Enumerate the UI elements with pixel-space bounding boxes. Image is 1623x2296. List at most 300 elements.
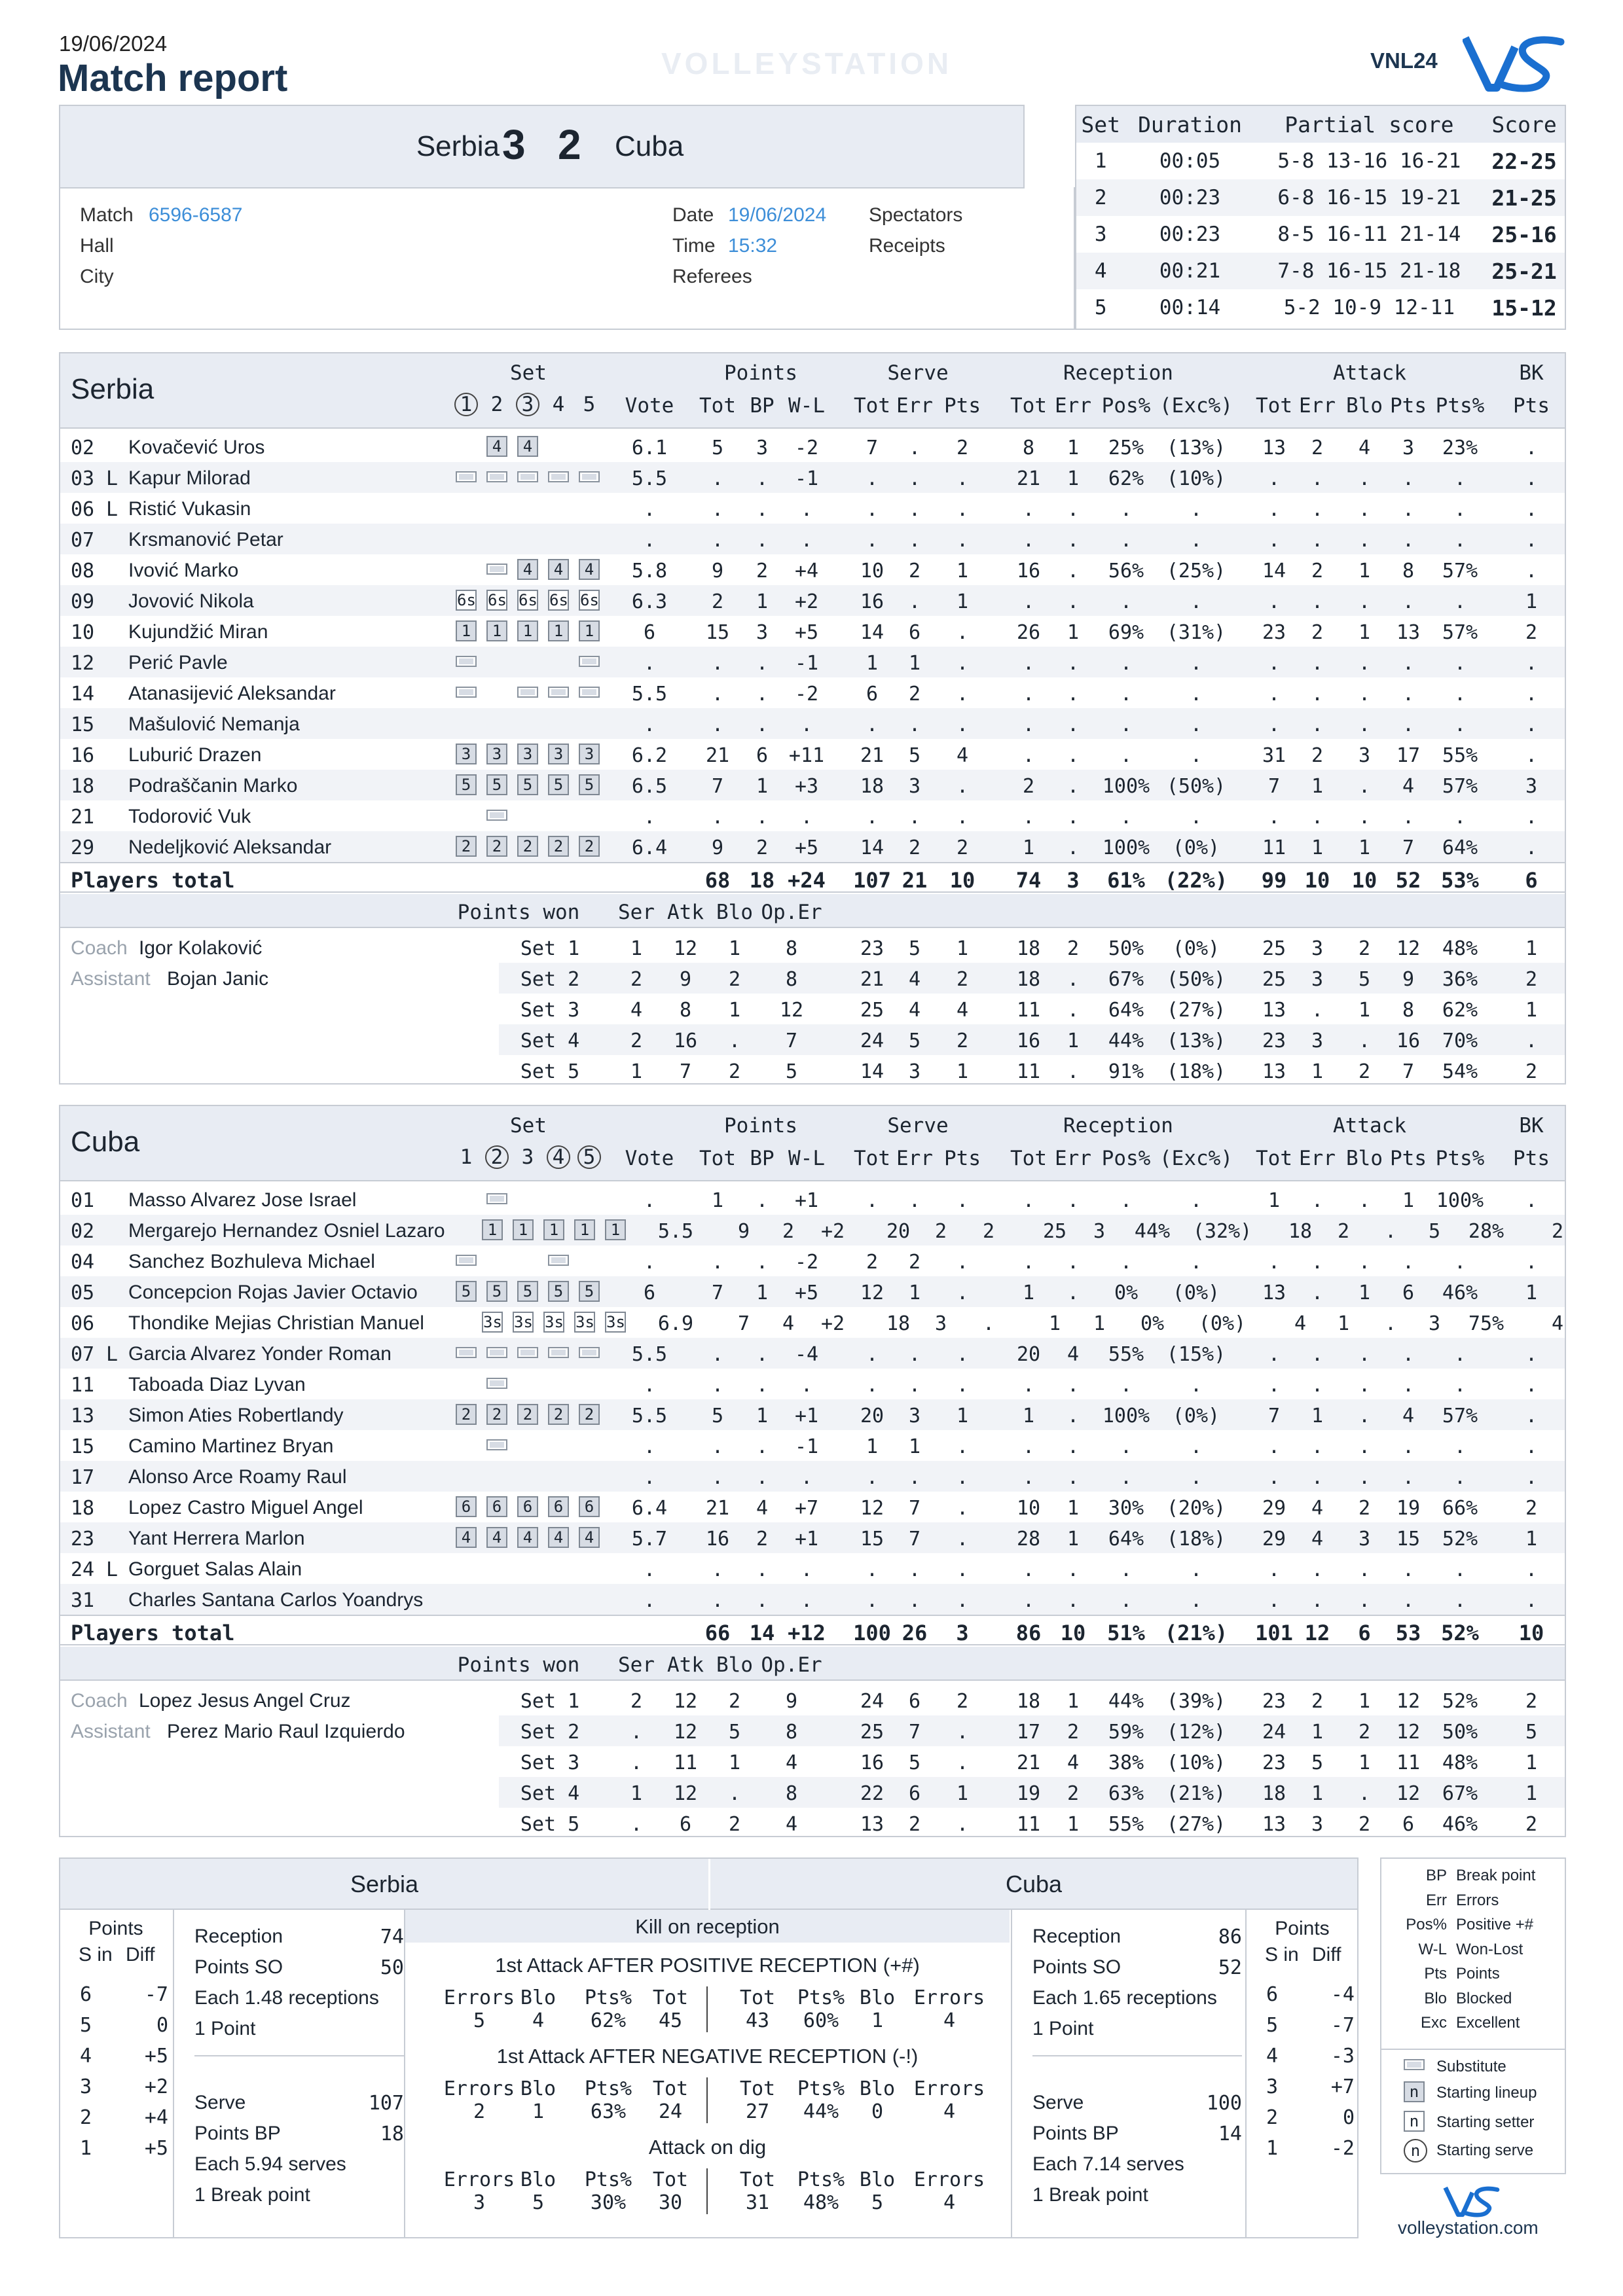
- points-bp: 1: [756, 775, 769, 798]
- player-number: 02: [71, 437, 95, 459]
- attack-ablo: .: [1358, 529, 1371, 552]
- points-won-value: 4: [630, 999, 643, 1022]
- subheader-pts: Pts: [1390, 1147, 1427, 1170]
- rotation-position: 4: [522, 560, 533, 579]
- home-serve-label: Serve: [194, 2092, 246, 2113]
- total-points-wl: +24: [788, 868, 826, 893]
- legend-starting-setter: Starting setter: [1436, 2113, 1535, 2131]
- attack-ablo: .: [1358, 713, 1371, 736]
- substitute-icon: [486, 810, 507, 821]
- player-name: Luburić Drazen: [128, 744, 262, 766]
- set-attack-aerr: 2: [1311, 1690, 1324, 1713]
- home-pso-label: Points SO: [194, 1956, 283, 1978]
- rotation-position: 6s: [457, 591, 476, 609]
- points-wl: .: [800, 1374, 813, 1397]
- rotation-position: 2: [522, 837, 533, 855]
- substitute-icon: [579, 1347, 600, 1358]
- block-points: .: [1525, 498, 1538, 521]
- vote: 6.3: [631, 590, 668, 613]
- set-breakdown-row: [499, 1715, 1565, 1746]
- points-ptot: 2: [711, 590, 724, 613]
- player-number: 11: [71, 1374, 95, 1397]
- reception-exc: .: [1190, 1374, 1203, 1397]
- rotation-position: 6: [584, 1498, 594, 1516]
- legend-starting-lineup: Starting lineup: [1436, 2084, 1537, 2102]
- serve-spts: 2: [982, 1220, 995, 1243]
- player-row: [60, 1307, 1565, 1338]
- set-serve-stot: 22: [860, 1782, 884, 1805]
- set-attack-apts: 11: [1396, 1751, 1421, 1774]
- attack-ablo: 1: [1358, 1282, 1371, 1304]
- player-name: Nedeljković Aleksandar: [128, 836, 332, 858]
- points-won-value: 12: [673, 1690, 698, 1713]
- set-reception-rtot: 16: [1016, 1030, 1041, 1052]
- points-bp: 6: [756, 744, 769, 767]
- serve-spts: .: [956, 1251, 969, 1274]
- attack-aerr: 2: [1311, 744, 1324, 767]
- block-points: 1: [1525, 1528, 1538, 1551]
- points-bp: 4: [756, 1497, 769, 1520]
- set-breakdown-row: [499, 932, 1565, 963]
- attack-aerr: 2: [1311, 437, 1324, 459]
- kill-head: Pts%: [797, 2168, 845, 2191]
- player-row: [60, 1246, 1565, 1276]
- set-attack-aerr: 1: [1311, 1721, 1324, 1744]
- attack-ablo: .: [1358, 1589, 1371, 1612]
- reception-rerr: .: [1067, 1589, 1080, 1612]
- date-label: Date: [672, 204, 714, 226]
- attack-apts: .: [1402, 1558, 1415, 1581]
- points-won-value: 6: [679, 1813, 692, 1836]
- attack-apct: .: [1453, 1589, 1467, 1612]
- reception-rerr: 1: [1067, 621, 1080, 644]
- reception-pos: 56%: [1108, 560, 1144, 583]
- header-attack: Attack: [1333, 1114, 1406, 1138]
- attack-aerr: 1: [1337, 1312, 1350, 1335]
- player-number: 07: [71, 1343, 95, 1366]
- set-attack-apct: 50%: [1442, 1721, 1478, 1744]
- points-won-value: 9: [679, 968, 692, 991]
- attack-ablo: .: [1358, 1435, 1371, 1458]
- score-header: [59, 105, 1025, 188]
- substitute-icon: [486, 1439, 507, 1450]
- kill-value-home: 5: [473, 2009, 486, 2032]
- vote: .: [643, 1374, 656, 1397]
- reception-pos: .: [1120, 652, 1133, 675]
- block-points: 2: [1525, 1497, 1538, 1520]
- starting-lineup-marker: [579, 836, 600, 857]
- kill-value-home: 24: [658, 2100, 683, 2123]
- serve-stot: .: [866, 467, 879, 490]
- serve-stot: .: [866, 1466, 879, 1489]
- subheader-tot: Tot: [699, 1147, 736, 1170]
- attack-apts: 19: [1396, 1497, 1421, 1520]
- subheader-bp: BP: [750, 1147, 775, 1170]
- set-reception-exc: (0%): [1172, 937, 1220, 960]
- attack-apct: 57%: [1442, 560, 1478, 583]
- subheader-pts: Pts: [1513, 394, 1550, 418]
- reception-exc: .: [1190, 590, 1203, 613]
- block-points: .: [1525, 529, 1538, 552]
- total-reception-rtot: 74: [1015, 868, 1042, 893]
- serve-spts: .: [956, 1466, 969, 1489]
- set-number-header: [545, 393, 572, 416]
- points-ptot: 7: [711, 1282, 724, 1304]
- reception-rtot: .: [1022, 744, 1035, 767]
- vote: .: [643, 1466, 656, 1489]
- receipts-label: Receipts: [869, 235, 945, 257]
- reception-exc: .: [1190, 683, 1203, 706]
- total-reception-pos: 51%: [1107, 1621, 1145, 1645]
- substitute-icon: [456, 656, 477, 667]
- set-attack-apts: 9: [1402, 968, 1415, 991]
- attack-apts: .: [1402, 1251, 1415, 1274]
- substitute-icon: [579, 656, 600, 667]
- attack-ablo: 2: [1358, 1497, 1371, 1520]
- vote: 5.7: [631, 1528, 668, 1551]
- points-won-value: 1: [630, 1060, 643, 1083]
- vote: 6.2: [631, 744, 668, 767]
- reception-rtot: .: [1022, 498, 1035, 521]
- player-number: 15: [71, 1435, 95, 1458]
- reception-rtot: 26: [1016, 621, 1041, 644]
- points-wl: .: [800, 529, 813, 552]
- player-name: Krsmanović Petar: [128, 529, 283, 550]
- kill-head: Errors: [443, 2168, 515, 2191]
- points-won-value: 12: [673, 937, 698, 960]
- kill-head: Blo: [859, 2168, 896, 2191]
- set-serve-spts: .: [956, 1721, 969, 1744]
- away-rotation: 1: [1266, 2137, 1279, 2160]
- starting-lineup-marker: [517, 836, 538, 857]
- attack-apts: 5: [1428, 1220, 1441, 1243]
- points-bp: .: [756, 1251, 769, 1274]
- away-rotation-diff: -4: [1330, 1983, 1355, 2006]
- set-attack-apct: 48%: [1442, 937, 1478, 960]
- kill-head: Errors: [443, 1986, 515, 2009]
- set-attack-apct: 54%: [1442, 1060, 1478, 1083]
- attack-atot: .: [1267, 1343, 1281, 1366]
- subheader-tot: Tot: [1010, 394, 1047, 418]
- player-name: Ivović Marko: [128, 560, 239, 581]
- set-attack-apct: 46%: [1442, 1813, 1478, 1836]
- kill-value-away: 31: [745, 2191, 770, 2214]
- player-row: [60, 1184, 1565, 1215]
- player-row: [60, 647, 1565, 677]
- home-rotation: 6: [80, 1983, 92, 2006]
- home-reception-value: 74: [380, 1926, 404, 1948]
- set-number-header: [545, 1145, 572, 1169]
- points-ptot: 5: [711, 437, 724, 459]
- reception-pos: .: [1120, 683, 1133, 706]
- attack-ablo: .: [1358, 683, 1371, 706]
- reception-rerr: 1: [1093, 1312, 1106, 1335]
- points-won-value: 11: [673, 1751, 698, 1774]
- blo-label: Blo: [716, 1653, 753, 1677]
- points-wl: .: [800, 806, 813, 829]
- legend-desc: Errors: [1456, 1891, 1499, 1909]
- set-label: Set 5: [520, 1813, 580, 1836]
- block-points: 4: [1551, 1312, 1564, 1335]
- attack-apts: .: [1402, 1466, 1415, 1489]
- starting-lineup-marker: [548, 774, 569, 795]
- home-pbp-label: Points BP: [194, 2123, 281, 2144]
- set-serve-serr: 5: [908, 937, 921, 960]
- reception-rerr: 3: [1093, 1220, 1106, 1243]
- player-row: [60, 462, 1565, 493]
- rotation-position: 2: [461, 837, 471, 855]
- attack-apct: 23%: [1442, 437, 1478, 459]
- spectators-label: Spectators: [869, 204, 963, 226]
- home-rotation: 1: [80, 2137, 92, 2160]
- set-attack-apct: 62%: [1442, 999, 1478, 1022]
- rotation-position: 6: [553, 1498, 564, 1516]
- attack-aerr: .: [1311, 1374, 1324, 1397]
- starting-lineup-marker: [517, 1404, 538, 1425]
- points-wl: .: [800, 1589, 813, 1612]
- player-name: Taboada Diaz Lyvan: [128, 1374, 306, 1395]
- attack-atot: .: [1267, 1589, 1281, 1612]
- points-ptot: .: [711, 1558, 724, 1581]
- serve-serr: 2: [908, 836, 921, 859]
- starting-lineup-marker: [574, 1219, 595, 1240]
- subheader-exc: (Exc%): [1159, 394, 1233, 418]
- reception-pos: .: [1120, 713, 1133, 736]
- reception-pos: 30%: [1108, 1497, 1144, 1520]
- serve-spts: .: [956, 1189, 969, 1212]
- reception-pos: .: [1120, 1558, 1133, 1581]
- substitute-icon: [548, 687, 569, 698]
- player-number: 23: [71, 1528, 95, 1551]
- points-wl: +4: [794, 560, 819, 583]
- attack-atot: .: [1267, 467, 1281, 490]
- block-points: .: [1525, 467, 1538, 490]
- player-number: 17: [71, 1466, 95, 1489]
- serve-spts: .: [956, 621, 969, 644]
- substitute-icon: [456, 471, 477, 482]
- serve-serr: 6: [908, 621, 921, 644]
- total-reception-rtot: 86: [1015, 1621, 1042, 1645]
- player-name: Kujundžić Miran: [128, 621, 268, 643]
- player-row: [60, 1492, 1565, 1522]
- points-wl: +3: [794, 775, 819, 798]
- starting-setter-marker: [486, 590, 507, 611]
- reception-rerr: .: [1067, 560, 1080, 583]
- reception-exc: (31%): [1166, 621, 1226, 644]
- subheader-bp: BP: [750, 394, 775, 418]
- set-number: 2: [1076, 179, 1125, 216]
- attack-apts: .: [1402, 529, 1415, 552]
- assistant-name: Bojan Janic: [167, 968, 269, 990]
- attack-ablo: 3: [1358, 1528, 1371, 1551]
- set-attack-aerr: 3: [1311, 937, 1324, 960]
- set-attack-apts: 16: [1396, 1030, 1421, 1052]
- player-name: Masso Alvarez Jose Israel: [128, 1189, 357, 1211]
- points-bp: .: [756, 713, 769, 736]
- set-reception-pos: 44%: [1108, 1030, 1144, 1052]
- attack-ablo: .: [1358, 806, 1371, 829]
- op-er-label: Op.Er: [761, 1653, 822, 1677]
- kill-value-home: 63%: [590, 2100, 627, 2123]
- set-block-points: .: [1525, 1030, 1538, 1052]
- home-rotation-diff: 0: [156, 2014, 168, 2037]
- coach-label: Coach: [71, 937, 128, 959]
- set-block-points: 2: [1525, 1060, 1538, 1083]
- total-attack-apct: 52%: [1441, 1621, 1479, 1645]
- set-serve-spts: 1: [956, 1782, 969, 1805]
- attack-apts: 3: [1428, 1312, 1441, 1335]
- set-number: 4: [1076, 253, 1125, 289]
- col-duration: Duration: [1125, 106, 1254, 143]
- points-wl: -2: [794, 683, 819, 706]
- attack-aerr: .: [1311, 713, 1324, 736]
- subheader-tot: Tot: [854, 394, 890, 418]
- set-number-header: [515, 1145, 541, 1169]
- player-name: Kapur Milorad: [128, 467, 251, 489]
- header-reception: Reception: [1063, 361, 1173, 385]
- set-block-points: 1: [1525, 999, 1538, 1022]
- set-breakdown-row: [499, 1024, 1565, 1055]
- block-points: .: [1525, 1435, 1538, 1458]
- kill-value-away: 5: [871, 2191, 884, 2214]
- reception-exc: (18%): [1166, 1528, 1226, 1551]
- substitute-icon: [548, 471, 569, 482]
- points-ptot: .: [711, 1251, 724, 1274]
- vote: 6.5: [631, 775, 668, 798]
- summary-home-name: Serbia: [350, 1871, 419, 1897]
- serve-spts: .: [956, 1558, 969, 1581]
- set-attack-apct: 36%: [1442, 968, 1478, 991]
- starting-lineup-marker: [543, 1219, 564, 1240]
- starting-lineup-marker: [517, 1281, 538, 1302]
- serve-spts: .: [956, 806, 969, 829]
- attack-atot: 18: [1288, 1220, 1313, 1243]
- player-row: [60, 708, 1565, 739]
- starting-lineup-marker: [548, 1496, 569, 1517]
- set-reception-pos: 91%: [1108, 1060, 1144, 1083]
- serve-serr: .: [908, 806, 921, 829]
- serve-stot: .: [866, 529, 879, 552]
- serve-serr: .: [908, 437, 921, 459]
- rotation-position: 6s: [488, 591, 507, 609]
- set-serve-stot: 24: [860, 1030, 884, 1052]
- set-breakdown-row: [499, 1777, 1565, 1808]
- kill-value-home: 1: [532, 2100, 545, 2123]
- set-serve-stot: 24: [860, 1690, 884, 1713]
- set-reception-pos: 67%: [1108, 968, 1144, 991]
- attack-aerr: .: [1311, 1435, 1324, 1458]
- starting-lineup-marker: [579, 620, 600, 641]
- set-duration: 00:05: [1159, 149, 1221, 173]
- set-reception-pos: 38%: [1108, 1751, 1144, 1774]
- attack-apct: .: [1453, 1251, 1467, 1274]
- starting-lineup-marker: [579, 774, 600, 795]
- points-won-value: 2: [728, 1690, 741, 1713]
- set-serve-serr: 5: [908, 1030, 921, 1052]
- reception-rerr: .: [1067, 1405, 1080, 1427]
- serve-serr: 3: [934, 1312, 947, 1335]
- points-won-value: 4: [785, 1751, 798, 1774]
- competition-label: VNL24: [1370, 48, 1438, 73]
- points-won-value: 1: [728, 999, 741, 1022]
- attack-apct: 75%: [1468, 1312, 1504, 1335]
- reception-pos: .: [1120, 744, 1133, 767]
- attack-ablo: .: [1358, 1374, 1371, 1397]
- diff-label: Diff: [1312, 1944, 1341, 1965]
- set-breakdown-header: [60, 894, 1565, 928]
- substitute-icon: [517, 1347, 538, 1358]
- block-points: .: [1525, 836, 1538, 859]
- attack-atot: 1: [1267, 1189, 1281, 1212]
- starting-setter-marker: [579, 590, 600, 611]
- kill-head: Errors: [913, 1986, 985, 2009]
- rotation-position: 6: [522, 1498, 533, 1516]
- points-wl: .: [800, 498, 813, 521]
- legend-desc: Break point: [1456, 1867, 1536, 1884]
- attack-aerr: .: [1311, 529, 1324, 552]
- block-points: 1: [1525, 590, 1538, 613]
- total-attack-apts: 53: [1395, 1621, 1421, 1645]
- set-number-header: [484, 1145, 510, 1169]
- set-reception-rerr: 2: [1067, 1782, 1080, 1805]
- points-won-value: 12: [779, 999, 804, 1022]
- set-reception-rtot: 18: [1016, 1690, 1041, 1713]
- points-won-value: 2: [630, 968, 643, 991]
- kill-head: Tot: [739, 2077, 776, 2100]
- set-attack-aerr: 3: [1311, 1030, 1324, 1052]
- set-breakdown-row: [499, 1746, 1565, 1777]
- reception-rerr: .: [1067, 1435, 1080, 1458]
- time-value: 15:32: [728, 235, 778, 257]
- rotation-position: 1: [518, 1221, 528, 1239]
- set-attack-aerr: 3: [1311, 1813, 1324, 1836]
- set-serve-serr: 2: [908, 1813, 921, 1836]
- kill-head: Blo: [859, 1986, 896, 2009]
- kill-head: Blo: [520, 2077, 556, 2100]
- subheader-pos: Pos%: [1101, 394, 1151, 418]
- home-pso-value: 50: [380, 1956, 404, 1979]
- vote: .: [643, 1435, 656, 1458]
- summary-header: [60, 1859, 1357, 1910]
- points-ptot: .: [711, 683, 724, 706]
- kill-head: Tot: [652, 2168, 689, 2191]
- points-bp: 3: [756, 621, 769, 644]
- points-won-value: 8: [785, 1721, 798, 1744]
- reception-pos: 69%: [1108, 621, 1144, 644]
- legend-desc: Blocked: [1456, 1989, 1512, 2007]
- reception-rtot: .: [1022, 652, 1035, 675]
- points-wl: .: [800, 1558, 813, 1581]
- points-won-value: 9: [785, 1690, 798, 1713]
- footer-url: volleystation.com: [1398, 2217, 1539, 2238]
- kill-head: Pts%: [797, 2077, 845, 2100]
- starting-lineup-marker: [456, 1281, 477, 1302]
- attack-aerr: .: [1311, 1466, 1324, 1489]
- kill-head: Pts%: [584, 2168, 632, 2191]
- player-number: 24: [71, 1558, 95, 1581]
- attack-apct: .: [1453, 467, 1467, 490]
- col-set: Set: [1076, 106, 1125, 143]
- set-attack-apct: 48%: [1442, 1751, 1478, 1774]
- home-serve-value: 107: [368, 2092, 404, 2115]
- starting-lineup-marker: [456, 836, 477, 857]
- player-row: [60, 493, 1565, 524]
- subheader-pos: Pos%: [1101, 1147, 1151, 1170]
- reception-exc: (0%): [1198, 1312, 1247, 1335]
- attack-atot: .: [1267, 683, 1281, 706]
- substitute-icon: [456, 687, 477, 698]
- set-number-header: [576, 393, 602, 416]
